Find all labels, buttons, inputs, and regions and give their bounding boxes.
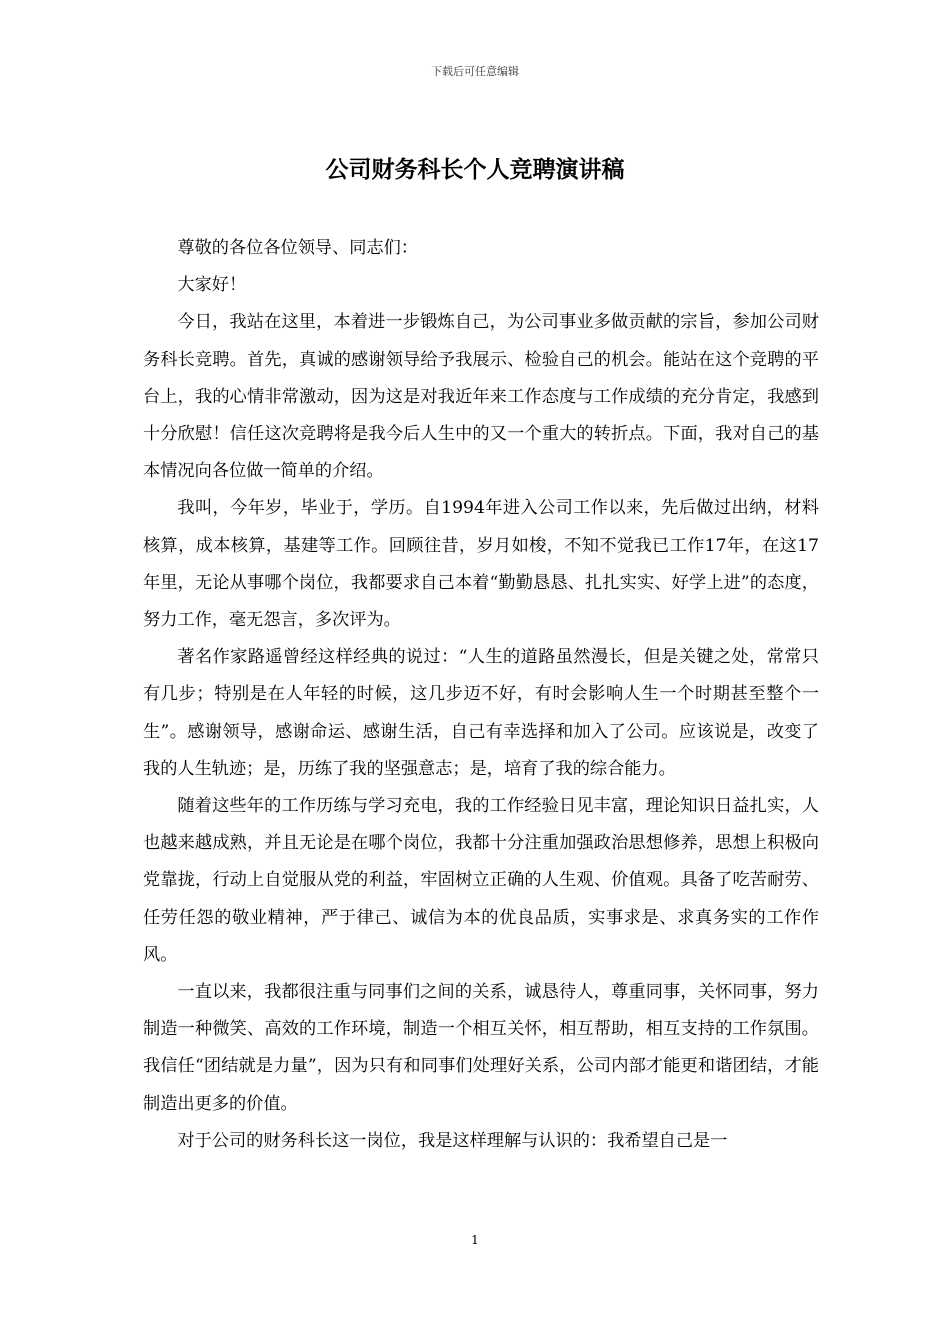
document-title: 公司财务科长个人竞聘演讲稿 <box>325 156 625 183</box>
body-paragraph: 一直以来，我都很注重与同事们之间的关系，诚恳待人，尊重同事，关怀同事，努力制造一种微笑、高效的工作环境，制造一个相互关怀，相互帮助，相互支持的工作氛围。我信任“团结就是力量”，因为只有和同事们处理好关系，公司内部才能更和谐团结，才能制造出更多的价值。 <box>143 982 819 1114</box>
page-number: 1 <box>471 1233 479 1247</box>
greeting-paragraph: 大家好！ <box>177 275 247 296</box>
document-body <box>143 230 819 1160</box>
body-paragraph: 随着这些年的工作历练与学习充电，我的工作经验日见丰富，理论知识日益扎实，人也越来越成熟，并且无论是在哪个岗位，我都十分注重加强政治思想修养，思想上积极向党靠拢，行动上自觉服从党的利益，牢固树立正确的人生观、价值观。具备了吃苦耐劳、任劳任怨的敬业精神，严于律己、诚信为本的优良品质，实事求是、求真务实的工作作风。 <box>143 796 819 965</box>
header-note: 下载后可任意编辑 <box>431 65 519 78</box>
salutation-paragraph: 尊敬的各位各位领导、同志们： <box>177 238 419 258</box>
body-paragraph: 我叫，今年岁，毕业于，学历。自1994年进入公司工作以来，先后做过出纳，材料核算，成本核算，基建等工作。回顾往昔，岁月如梭，不知不觉我已工作17年，在这17年里，无论从事哪个岗位，我都要求自己本着“勤勤恳恳、扎扎实实、好学上进”的态度，努力工作，毫无怨言，多次评为。 <box>143 498 819 631</box>
body-paragraph: 对于公司的财务科长这一岗位，我是这样理解与认识的：我希望自己是一 <box>177 1130 728 1151</box>
body-paragraph: 今日，我站在这里，本着进一步锻炼自己，为公司事业多做贡献的宗旨，参加公司财务科长竞聘。首先，真诚的感谢领导给予我展示、检验自己的机会。能站在这个竞聘的平台上，我的心情非常激动，因为这是对我近年来工作态度与工作成绩的充分肯定，我感到十分欣慰！信任这次竞聘将是我今后人生中的又一个重大的转折点。下面，我对自己的基本情况向各位做一简单的介绍。 <box>143 312 819 482</box>
body-paragraph: 著名作家路遥曾经这样经典的说过：“人生的道路虽然漫长，但是关键之处，常常只有几步；特别是在人年轻的时候，这几步迈不好，有时会影响人生一个时期甚至整个一生”。感谢领导，感谢命运、感谢生活，自己有幸选择和加入了公司。应该说是，改变了我的人生轨迹；是，历练了我的坚强意志；是，培育了我的综合能力。 <box>143 647 819 779</box>
